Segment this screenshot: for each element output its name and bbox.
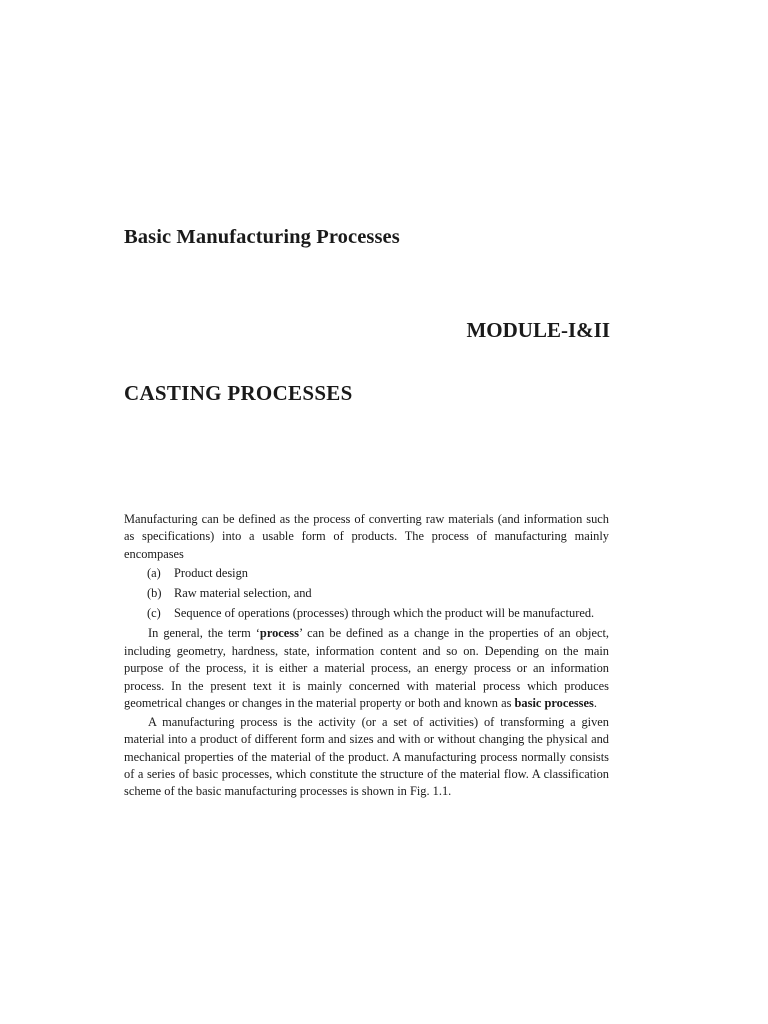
term-process: process	[259, 626, 299, 641]
paragraph-text: In general, the term ‘	[148, 626, 260, 641]
list-item	[124, 565, 609, 582]
list-marker: (b)	[147, 585, 162, 600]
intro-paragraph: Manufacturing can be defined as the process of converting raw materials (and information such as specifications) into a usable form of products. The process of manufacturing mainly encompases	[124, 512, 609, 561]
chapter-title: CASTING PROCESSES	[124, 381, 353, 405]
list-marker: (a)	[147, 565, 161, 580]
list-item	[124, 605, 609, 622]
paragraph-text: .	[593, 695, 597, 710]
encompasses-list	[124, 565, 609, 623]
list-item-text: Raw material selection, and	[174, 585, 312, 600]
term-basic-processes: basic processes	[514, 695, 594, 710]
process-definition-paragraph	[124, 625, 609, 712]
manufacturing-process-paragraph: A manufacturing process is the activity (or a set of activities) of transforming a given material into a product of different form and sizes and with or without changing the physical and mechanical properties of the material of the product. A manufacturing process normally consists of a series of basic processes, which constitute the structure of the material flow. A classification scheme of the basic manufacturing processes is shown in Fig. 1.1.	[124, 714, 609, 799]
body-text	[124, 511, 609, 801]
module-title: MODULE-I&II	[466, 318, 610, 342]
list-marker: (c)	[147, 606, 161, 621]
book-title: Basic Manufacturing Processes	[124, 226, 400, 248]
list-item	[124, 585, 609, 602]
paragraph-text: ’ can be defined as a change in the properties of an object, including geometry, hardness, state, information content and so on. Depending on the main purpose of the process, it is either a material process, an energy process or an information process. In the present text it is mainly concerned with material process which produces geometrical changes or changes in the material property or both and known as	[124, 626, 609, 710]
list-item-text: Product design	[174, 565, 248, 580]
list-item-text: Sequence of operations (processes) through which the product will be manufactured.	[174, 606, 595, 621]
